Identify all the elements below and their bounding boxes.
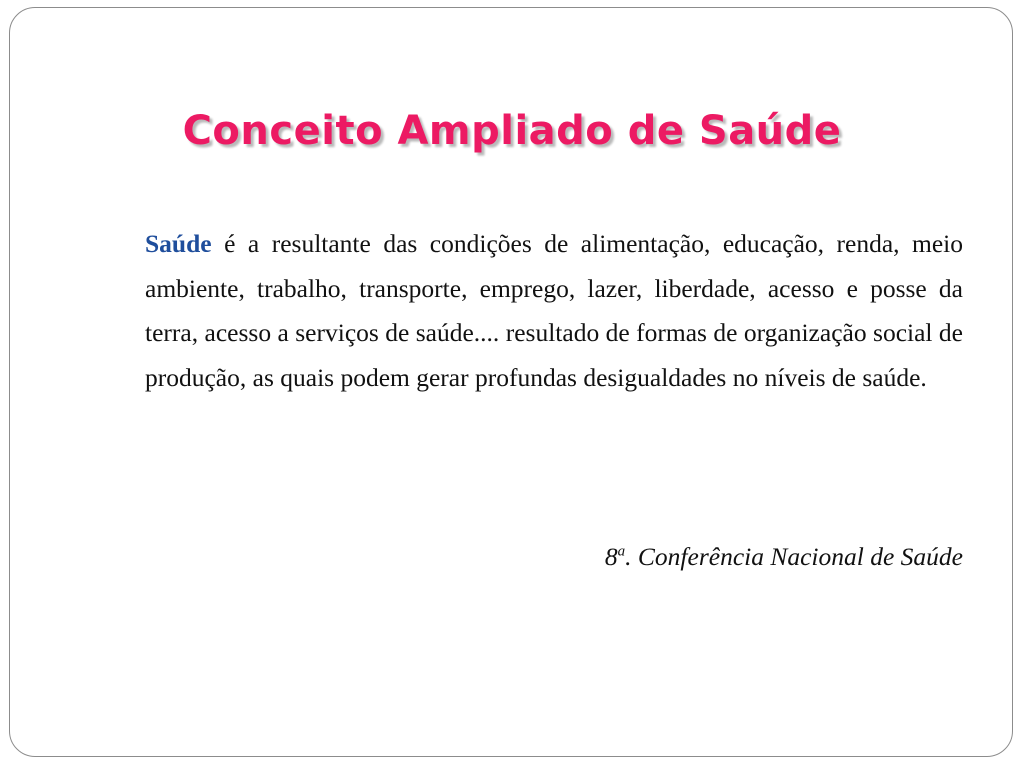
source-superscript: a: [617, 543, 626, 560]
slide-title: Conceito Ampliado de Saúde: [182, 108, 842, 154]
lead-word: Saúde: [145, 229, 212, 258]
source-name: . Conferência Nacional de Saúde: [625, 542, 963, 571]
definition-paragraph: [145, 222, 963, 400]
source-number: 8: [604, 542, 618, 571]
source-citation: [605, 542, 963, 572]
definition-text: é a resultante das condições de alimentação, educação, renda, meio ambiente, trabalho, transporte, emprego, lazer, liberdade, acesso e posse da terra, acesso a serviços de saúde.... resultado de formas de organização social de produção, as quais podem gerar profundas desigualdades no níveis de saúde.: [145, 229, 963, 392]
